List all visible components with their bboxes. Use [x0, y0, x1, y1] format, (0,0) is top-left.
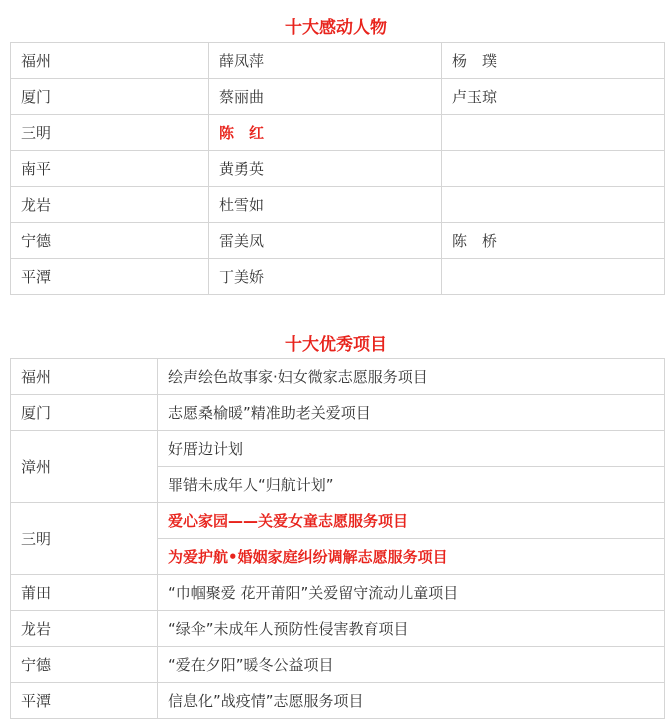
- table-row: [11, 115, 665, 151]
- person-cell: 黄勇英: [209, 151, 442, 187]
- city-cell: 厦门: [11, 395, 158, 431]
- city-cell: 厦门: [11, 79, 209, 115]
- project-cell: 罪错未成年人“归航计划”: [158, 467, 665, 503]
- person-cell: 杜雪如: [209, 187, 442, 223]
- city-cell: 三明: [11, 115, 209, 151]
- person-cell: [442, 259, 665, 295]
- table-row: [11, 151, 665, 187]
- city-cell: 宁德: [11, 223, 209, 259]
- table-row: [11, 223, 665, 259]
- city-cell: 宁德: [11, 647, 158, 683]
- table-row: [11, 43, 665, 79]
- table-row: [11, 359, 665, 395]
- person-cell: 薛凤萍: [209, 43, 442, 79]
- table-row: [11, 647, 665, 683]
- city-cell: 南平: [11, 151, 209, 187]
- project-cell-highlighted: 爱心家园——关爱女童志愿服务项目: [158, 503, 665, 539]
- project-cell: “绿伞”未成年人预防性侵害教育项目: [158, 611, 665, 647]
- table-row: [11, 683, 665, 719]
- person-cell: 丁美娇: [209, 259, 442, 295]
- city-cell: 福州: [11, 359, 158, 395]
- person-cell: 陈 桥: [442, 223, 665, 259]
- city-cell: 平潭: [11, 259, 209, 295]
- project-cell: 志愿桑榆暖”精准助老关爱项目: [158, 395, 665, 431]
- project-cell: “巾帼聚爱 花开莆阳”关爱留守流动儿童项目: [158, 575, 665, 611]
- table-row: [11, 431, 665, 467]
- section-title-excellent-projects: 十大优秀项目: [285, 335, 387, 355]
- project-cell: 好厝边计划: [158, 431, 665, 467]
- excellent-projects-table: [10, 358, 665, 719]
- table-row: [11, 79, 665, 115]
- person-cell: 雷美凤: [209, 223, 442, 259]
- person-cell: 卢玉琼: [442, 79, 665, 115]
- section-title-touching-people: 十大感动人物: [285, 18, 387, 38]
- city-cell: 漳州: [11, 431, 158, 503]
- person-cell: [442, 187, 665, 223]
- project-cell: 信息化”战疫情”志愿服务项目: [158, 683, 665, 719]
- city-cell: 龙岩: [11, 187, 209, 223]
- table-row: [11, 395, 665, 431]
- project-cell: 绘声绘色故事家·妇女微家志愿服务项目: [158, 359, 665, 395]
- person-cell: 蔡丽曲: [209, 79, 442, 115]
- city-cell: 三明: [11, 503, 158, 575]
- city-cell: 平潭: [11, 683, 158, 719]
- project-cell-highlighted: 为爱护航•婚姻家庭纠纷调解志愿服务项目: [158, 539, 665, 575]
- city-cell: 莆田: [11, 575, 158, 611]
- project-cell: “爱在夕阳”暖冬公益项目: [158, 647, 665, 683]
- touching-people-table: [10, 42, 665, 295]
- table-row: [11, 187, 665, 223]
- table-row: [11, 259, 665, 295]
- person-cell: [442, 115, 665, 151]
- person-cell-highlighted: 陈 红: [209, 115, 442, 151]
- table-row: [11, 575, 665, 611]
- city-cell: 龙岩: [11, 611, 158, 647]
- person-cell: [442, 151, 665, 187]
- city-cell: 福州: [11, 43, 209, 79]
- person-cell: 杨 璞: [442, 43, 665, 79]
- table-row: [11, 611, 665, 647]
- table-row: [11, 503, 665, 539]
